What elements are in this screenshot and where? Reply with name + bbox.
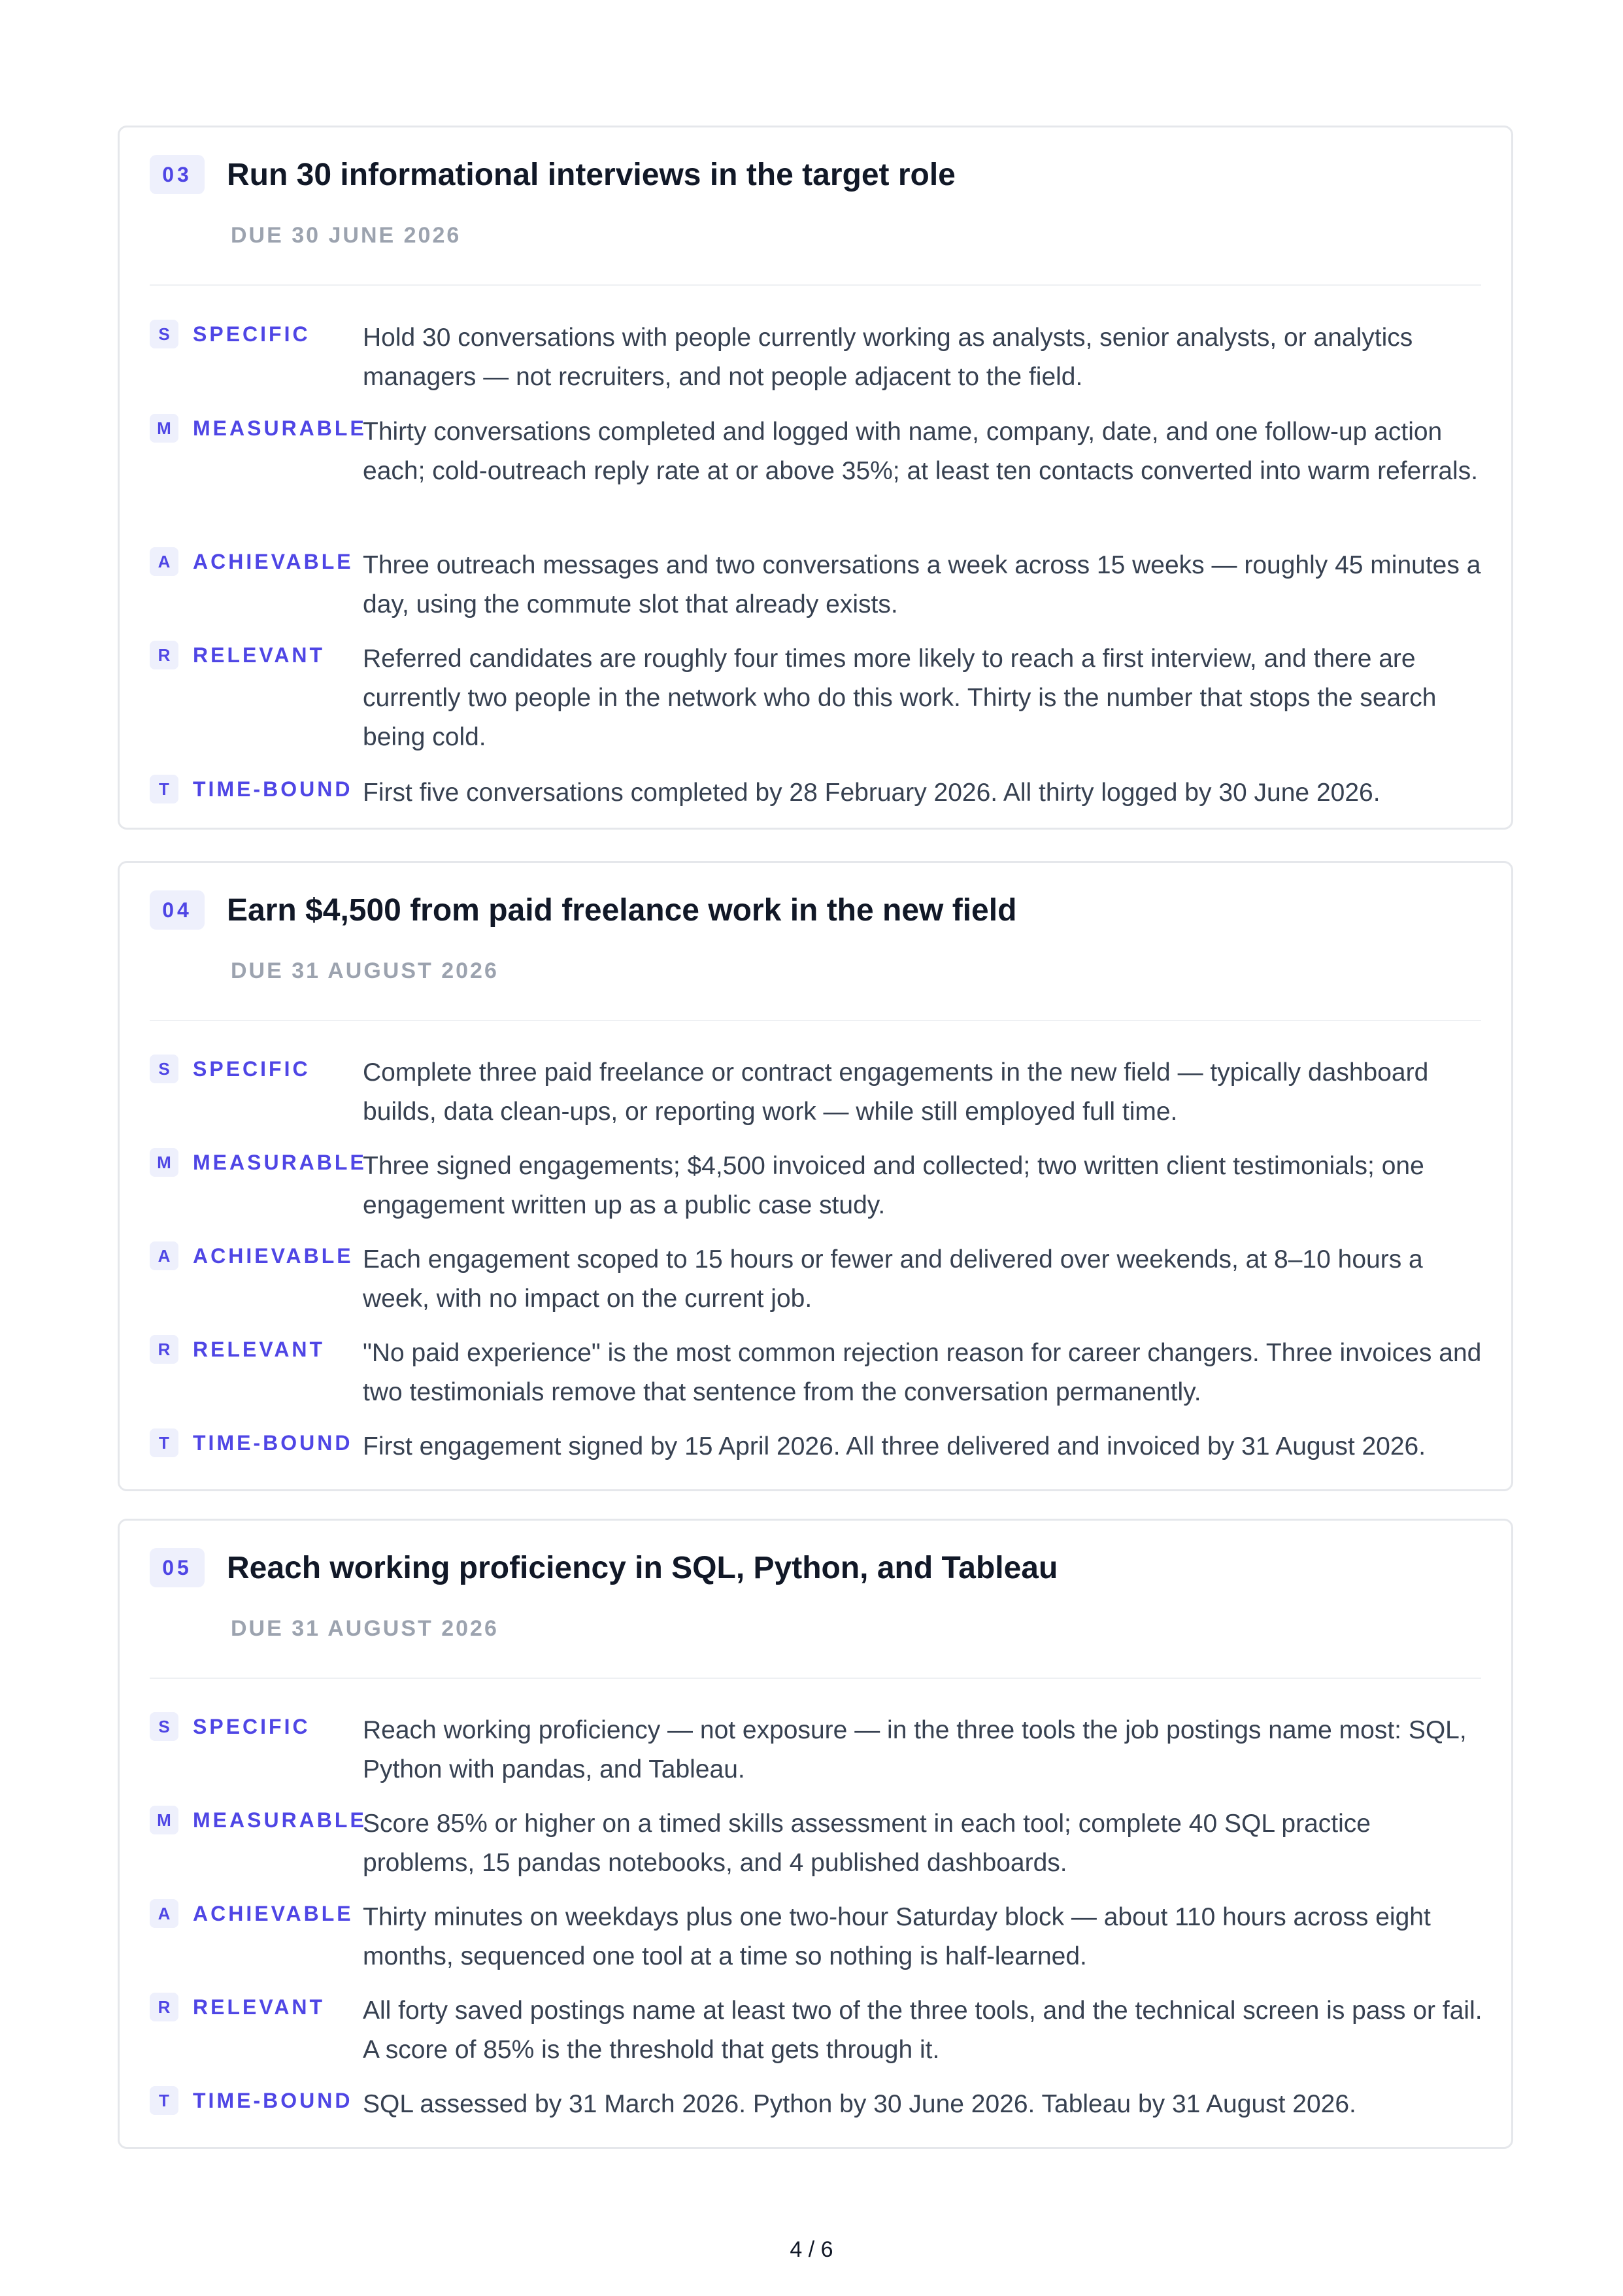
smart-row-time-bound <box>150 773 1482 813</box>
smart-row-relevant <box>150 1334 1482 1412</box>
criterion-label: RELEVANT <box>193 1338 326 1361</box>
divider <box>150 1678 1481 1679</box>
criterion-text: Score 85% or higher on a timed skills assessment in each tool; complete 40 SQL practice problems, 15 pandas notebooks, and 4 published dashboards. <box>363 1810 1371 1877</box>
letter-badge: S <box>150 320 178 348</box>
letter-badge: M <box>150 414 178 443</box>
criterion-text: First five conversations completed by 28 February 2026. All thirty logged by 30 June 2026. <box>363 779 1380 807</box>
smart-row-achievable <box>150 1240 1482 1319</box>
letter-badge: S <box>150 1712 178 1741</box>
goal-number-badge: 05 <box>150 1548 205 1587</box>
divider <box>150 284 1481 286</box>
smart-row-specific <box>150 318 1482 397</box>
goal-header <box>150 155 956 194</box>
goal-due-date: DUE 30 JUNE 2026 <box>231 223 461 248</box>
smart-row-relevant <box>150 639 1482 757</box>
criterion-text: SQL assessed by 31 March 2026. Python by 30 June 2026. Tableau by 31 August 2026. <box>363 2090 1356 2118</box>
smart-row-measurable <box>150 1147 1482 1225</box>
criterion-text: Reach working proficiency — not exposure — in the three tools the job postings name most: SQL, Python with pandas, and Tableau. <box>363 1716 1467 1783</box>
goal-card-05 <box>118 1519 1513 2149</box>
letter-badge: R <box>150 1993 178 2021</box>
criterion-text: Hold 30 conversations with people currently working as analysts, senior analysts, or analytics managers — not recruiters, and not people adjacent to the field. <box>363 324 1413 391</box>
goal-title: Earn $4,500 from paid freelance work in the new field <box>227 892 1017 928</box>
smart-row-specific <box>150 1711 1482 1789</box>
letter-badge: S <box>150 1055 178 1083</box>
criterion-label: ACHIEVABLE <box>193 550 354 573</box>
criterion-text: All forty saved postings name at least two of the three tools, and the technical screen is pass or fail. A score of 85% is the threshold that gets through it. <box>363 1997 1482 2064</box>
smart-row-measurable <box>150 413 1482 491</box>
goal-card-04 <box>118 861 1513 1491</box>
goal-title: Reach working proficiency in SQL, Python, and Tableau <box>227 1550 1058 1585</box>
goal-number-badge: 03 <box>150 155 205 194</box>
criterion-text: Three signed engagements; $4,500 invoiced and collected; two written client testimonials; one engagement written up as a public case study. <box>363 1152 1424 1219</box>
criterion-text: Each engagement scoped to 15 hours or fewer and delivered over weekends, at 8–10 hours a week, with no impact on the current job. <box>363 1245 1423 1313</box>
criterion-text: Thirty minutes on weekdays plus one two-hour Saturday block — about 110 hours across eight months, sequenced one tool at a time so nothing is half-learned. <box>363 1903 1431 1970</box>
criterion-label: MEASURABLE <box>193 416 367 440</box>
goal-title: Run 30 informational interviews in the target role <box>227 157 956 192</box>
criterion-text: "No paid experience" is the most common rejection reason for career changers. Three invoices and two testimonials remove that sentence from the conversation permanently. <box>363 1339 1482 1406</box>
criterion-label: TIME-BOUND <box>193 777 353 801</box>
criterion-label: ACHIEVABLE <box>193 1902 354 1925</box>
divider <box>150 1020 1481 1021</box>
criterion-label: SPECIFIC <box>193 1715 310 1738</box>
smart-row-specific <box>150 1053 1482 1132</box>
criterion-text: First engagement signed by 15 April 2026. All three delivered and invoiced by 31 August 2026. <box>363 1432 1426 1460</box>
letter-badge: M <box>150 1806 178 1834</box>
smart-row-relevant <box>150 1991 1482 2070</box>
smart-row-achievable <box>150 546 1482 624</box>
criterion-text: Three outreach messages and two conversations a week across 15 weeks — roughly 45 minutes a day, using the commute slot that already exists. <box>363 551 1481 618</box>
smart-row-time-bound <box>150 1427 1482 1466</box>
goal-header <box>150 890 1016 930</box>
goal-header <box>150 1548 1058 1587</box>
letter-badge: A <box>150 1241 178 1270</box>
page-indicator: 4 / 6 <box>790 2237 833 2262</box>
goal-due-date: DUE 31 AUGUST 2026 <box>231 958 499 983</box>
criterion-label: TIME-BOUND <box>193 2089 353 2112</box>
letter-badge: A <box>150 1899 178 1928</box>
criterion-label: SPECIFIC <box>193 322 310 346</box>
letter-badge: T <box>150 2086 178 2115</box>
letter-badge: A <box>150 547 178 576</box>
criterion-label: SPECIFIC <box>193 1057 310 1081</box>
criterion-text: Referred candidates are roughly four times more likely to reach a first interview, and there are currently two people in the network who do this work. Thirty is the number that stops the search being cold. <box>363 645 1437 751</box>
letter-badge: R <box>150 641 178 669</box>
criterion-label: TIME-BOUND <box>193 1431 353 1455</box>
criterion-label: MEASURABLE <box>193 1151 367 1174</box>
smart-row-time-bound <box>150 2085 1482 2124</box>
criterion-label: ACHIEVABLE <box>193 1244 354 1268</box>
criterion-text: Complete three paid freelance or contract engagements in the new field — typically dashboard builds, data clean-ups, or reporting work — while still employed full time. <box>363 1058 1429 1126</box>
smart-row-measurable <box>150 1804 1482 1883</box>
letter-badge: M <box>150 1148 178 1177</box>
criterion-text: Thirty conversations completed and logged with name, company, date, and one follow-up action each; cold-outreach reply rate at or above 35%; at least ten contacts converted into warm referrals. <box>363 418 1479 485</box>
letter-badge: R <box>150 1335 178 1364</box>
criterion-label: RELEVANT <box>193 1995 326 2019</box>
goal-due-date: DUE 31 AUGUST 2026 <box>231 1616 499 1641</box>
letter-badge: T <box>150 1428 178 1457</box>
criterion-label: RELEVANT <box>193 643 326 667</box>
goal-number-badge: 04 <box>150 890 205 930</box>
letter-badge: T <box>150 775 178 803</box>
criterion-label: MEASURABLE <box>193 1808 367 1832</box>
goal-card-03 <box>118 126 1513 830</box>
smart-row-achievable <box>150 1898 1482 1976</box>
